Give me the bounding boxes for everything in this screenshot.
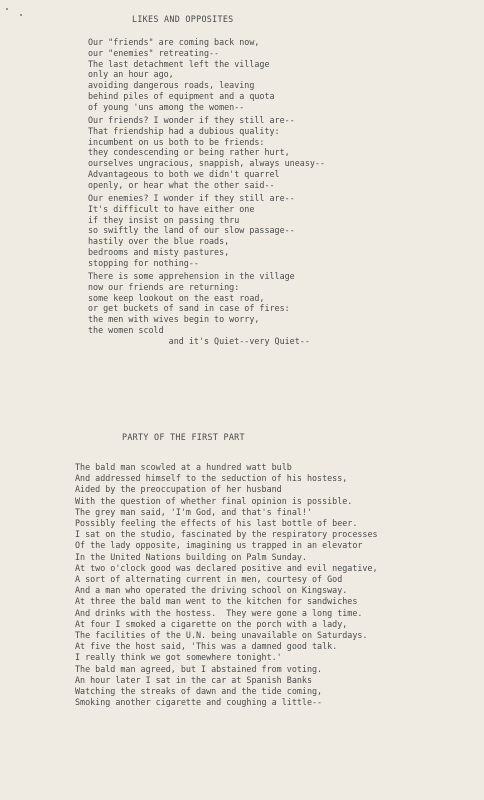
poem1-stanza-1: Our "friends" are coming back now, our "enemies" retreating-- The last detachment left the village only an hour ago, avoiding dangerous roads, leaving behind piles of equipment and a quota of young 'uns among the women--: [88, 37, 275, 112]
poem1-stanza-4: There is some apprehension in the village now our friends are returning: some keep lookout on the east road, or get buckets of sand in case of fires: the men with wives begin to worry, the women scold and it's Quiet--very Quiet--: [88, 271, 310, 346]
paper-mark: [20, 14, 22, 16]
poem2-title: PARTY OF THE FIRST PART: [122, 432, 245, 442]
poem1-stanza-3: Our enemies? I wonder if they still are-- It's difficult to have either one if they insist on passing thru so swiftly the land of our slow passage-- hastily over the blue roads, bedrooms and misty pastures, stopping for nothing--: [88, 193, 295, 268]
poem2-body: The bald man scowled at a hundred watt bulb And addressed himself to the seduction of his hostess, Aided by the preoccupation of her husband With the question of whether final opinion is possible. The grey man said, 'I'm God, and that's final!' Possibly feeling the effects of his last bottle of beer. I sat on the studio, fascinated by the respiratory processes Of the lady opposite, imagining us trapped in an elevator In the United Nations building on Palm Sunday. At two o'clock good was declared positive and evil negative, A sort of alternating current in men, courtesy of God And a man who operated the driving school on Kingsway. At three the bald man went to the kitchen for sandwiches And drinks with the hostess. They were gone a long time. At four I smoked a cigarette on the porch with a lady, The facilities of the U.N. being unavailable on Saturdays. At five the host said, 'This was a damned good talk. I really think we got somewhere tonight.' The bald man agreed, but I abstained from voting. An hour later I sat in the car at Spanish Banks Watching the streaks of dawn and the tide coming, Smoking another cigarette and coughing a little--: [75, 462, 378, 708]
poem1-stanza-2: Our friends? I wonder if they still are-- That friendship had a dubious quality: incumbent on us both to be friends: they condescending or being rather hurt, ourselves ungracious, snappish, always uneasy-- Advantageous to both we didn't quarrel openly, or hear what the other said--: [88, 115, 325, 190]
paper-mark: [6, 8, 8, 10]
poem1-title: LIKES AND OPPOSITES: [132, 14, 234, 24]
